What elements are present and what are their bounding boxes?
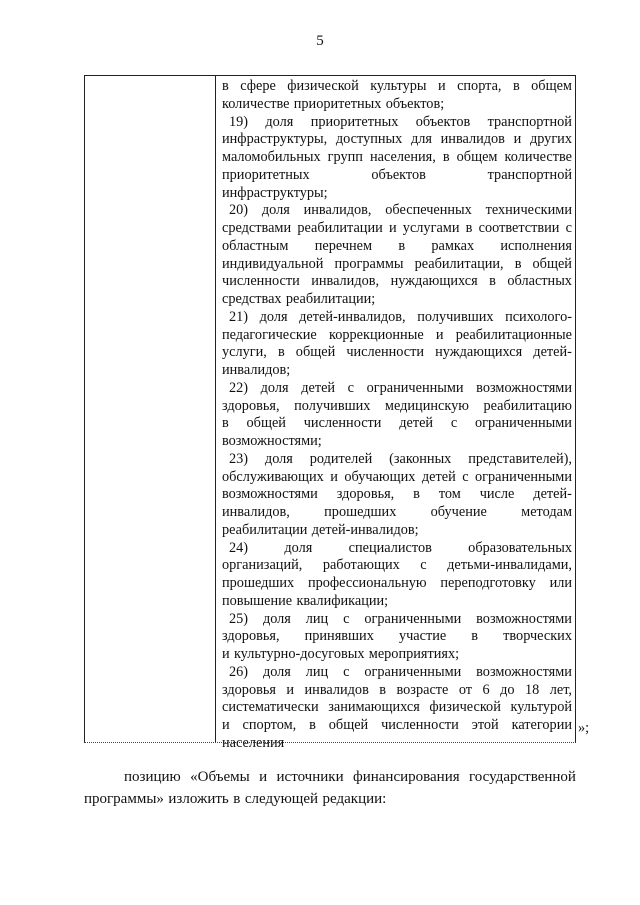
word: доля bbox=[262, 610, 291, 627]
word: творческих bbox=[503, 628, 572, 645]
table-text-line bbox=[222, 628, 572, 646]
table-cell-indicators-list bbox=[222, 78, 572, 753]
word: инвалидов bbox=[440, 131, 505, 148]
word: приоритетных bbox=[293, 95, 382, 112]
page-number: 5 bbox=[316, 33, 324, 49]
word: редакции: bbox=[322, 791, 387, 807]
word: в bbox=[413, 486, 420, 503]
word: исполнения bbox=[500, 237, 572, 254]
word: инвалидов bbox=[304, 681, 369, 698]
word: в bbox=[233, 791, 241, 807]
word: детей-инвалидов; bbox=[311, 521, 419, 538]
table-text-line bbox=[222, 167, 572, 185]
word: групп bbox=[327, 149, 363, 165]
word: с bbox=[565, 220, 572, 236]
word: реабилитации; bbox=[285, 291, 376, 307]
word: в bbox=[379, 681, 387, 698]
word: количестве bbox=[504, 149, 572, 165]
amendment-paragraph bbox=[84, 766, 576, 810]
table-text-line bbox=[222, 469, 572, 487]
table-text-line bbox=[222, 415, 572, 433]
word: детей- bbox=[533, 486, 572, 503]
word: том bbox=[438, 486, 461, 503]
word: ограниченными bbox=[364, 663, 462, 680]
word: позицию bbox=[124, 769, 181, 785]
word: и bbox=[286, 681, 295, 698]
word: и bbox=[435, 326, 444, 343]
word: объектов; bbox=[385, 95, 445, 112]
word: здоровья, bbox=[222, 397, 280, 414]
word: ограниченными bbox=[475, 468, 572, 485]
word: общей bbox=[532, 255, 572, 272]
word: сфере bbox=[240, 78, 276, 94]
word: числе bbox=[479, 486, 515, 503]
table-text-line bbox=[222, 540, 572, 558]
word: реабилитации, bbox=[414, 255, 504, 272]
word: изложить bbox=[168, 791, 229, 807]
table-text-line bbox=[222, 220, 572, 238]
word: 20) bbox=[229, 202, 249, 219]
table-text-line bbox=[222, 398, 572, 416]
word: государственной bbox=[469, 769, 576, 785]
word: других bbox=[529, 131, 572, 148]
word: общей bbox=[295, 344, 336, 361]
word: 25) bbox=[229, 610, 249, 627]
table-text-line bbox=[222, 735, 572, 753]
word: принявших bbox=[304, 628, 374, 645]
word: количестве bbox=[222, 95, 290, 112]
table-text-line bbox=[222, 185, 572, 203]
word: возможностями bbox=[222, 486, 318, 503]
table-text-line bbox=[222, 593, 572, 611]
paragraph-text-line bbox=[84, 788, 576, 810]
table-text-line bbox=[222, 504, 572, 522]
word: физической bbox=[429, 699, 501, 716]
table-text-line bbox=[222, 96, 572, 114]
word: инвалидов, bbox=[222, 504, 290, 520]
word: общем bbox=[456, 149, 498, 165]
word: лиц bbox=[305, 610, 329, 627]
word: рамках bbox=[431, 237, 475, 254]
word: прошедших bbox=[222, 575, 295, 591]
word: программы bbox=[334, 255, 404, 272]
table-text-line bbox=[222, 362, 572, 380]
word: детьми-инвалидами, bbox=[447, 557, 572, 574]
word: доля bbox=[259, 308, 288, 325]
word: в bbox=[277, 344, 285, 361]
word: участие bbox=[398, 628, 447, 645]
word: реабилитации bbox=[222, 521, 308, 538]
word: детей-инвалидов, bbox=[299, 308, 406, 325]
table-text-line bbox=[222, 451, 572, 469]
word: ограниченными bbox=[474, 415, 572, 432]
word: областных bbox=[507, 273, 572, 290]
paragraph-text-line bbox=[84, 766, 576, 788]
closing-quote: »; bbox=[578, 720, 590, 736]
table-text-line bbox=[222, 486, 572, 504]
table-text-line bbox=[222, 78, 572, 96]
word: инвалидов; bbox=[222, 362, 291, 378]
word: программы» bbox=[84, 791, 164, 807]
word: образовательных bbox=[468, 539, 572, 556]
word: детей bbox=[301, 379, 336, 396]
word: численности bbox=[381, 717, 459, 733]
word: культурой bbox=[510, 699, 572, 716]
word: повышение bbox=[222, 592, 293, 609]
word: и bbox=[259, 769, 268, 785]
word: и bbox=[222, 646, 230, 662]
word: численности bbox=[346, 344, 425, 361]
indicators-table bbox=[84, 75, 576, 751]
word: мероприятиях; bbox=[368, 646, 460, 662]
word: обучающих bbox=[344, 468, 416, 485]
word: в bbox=[471, 628, 479, 645]
word: возможностями; bbox=[222, 433, 322, 449]
word: и bbox=[388, 220, 397, 236]
word: специалистов bbox=[348, 539, 432, 556]
word: в bbox=[222, 78, 229, 94]
word: 24) bbox=[229, 539, 249, 556]
table-text-line bbox=[222, 699, 572, 717]
word: коррекционные bbox=[329, 326, 424, 343]
table-text-line bbox=[222, 114, 572, 132]
word: доступных bbox=[335, 131, 403, 148]
word: возможностями bbox=[476, 663, 572, 680]
word: ограниченными bbox=[364, 610, 462, 627]
word: транспортной bbox=[487, 166, 572, 183]
word: переподготовку bbox=[440, 575, 536, 591]
word: обучение bbox=[430, 504, 487, 520]
word: в bbox=[489, 273, 496, 290]
word: в bbox=[442, 149, 450, 165]
word: физической bbox=[287, 78, 359, 94]
table-text-line bbox=[222, 238, 572, 256]
word: перечнем bbox=[314, 237, 373, 254]
word: областным bbox=[222, 237, 289, 254]
word: с bbox=[462, 468, 469, 485]
word: спорта, bbox=[457, 78, 502, 94]
table-text-line bbox=[222, 327, 572, 345]
word: лиц bbox=[305, 663, 329, 680]
word: и bbox=[513, 131, 522, 148]
word: доля bbox=[284, 539, 313, 556]
word: лет, bbox=[549, 681, 572, 698]
word: 23) bbox=[229, 450, 249, 467]
table-text-line bbox=[222, 273, 572, 291]
word: в bbox=[465, 220, 473, 236]
table-text-line bbox=[222, 682, 572, 700]
word: родителей bbox=[309, 450, 373, 467]
word: здоровья bbox=[222, 681, 276, 698]
table-text-line bbox=[222, 575, 572, 593]
word: культурно-досуговых bbox=[233, 646, 365, 662]
word: 19) bbox=[229, 113, 249, 130]
table-text-line bbox=[222, 202, 572, 220]
word: обслуживающих bbox=[222, 468, 324, 485]
word: детей- bbox=[533, 344, 572, 361]
word: получивших bbox=[294, 397, 371, 414]
word: источники bbox=[276, 769, 344, 785]
word: до bbox=[500, 681, 515, 698]
word: реабилитационные bbox=[455, 326, 572, 343]
word: ограниченными bbox=[366, 379, 464, 396]
word: профессиональную bbox=[307, 575, 427, 591]
word: инвалидов, bbox=[303, 202, 372, 219]
word: обеспеченных bbox=[385, 202, 472, 219]
word: этой bbox=[471, 717, 499, 733]
word: реабилитацию bbox=[483, 397, 572, 414]
word: общей bbox=[328, 717, 369, 733]
table-text-line bbox=[222, 344, 572, 362]
word: численности bbox=[303, 415, 382, 432]
word: 26) bbox=[229, 663, 249, 680]
table-text-line bbox=[222, 291, 572, 309]
word: возможностями bbox=[476, 610, 572, 627]
word: населения, bbox=[370, 149, 436, 165]
word: и bbox=[330, 468, 338, 485]
word: 21) bbox=[229, 308, 249, 325]
word: медицинскую bbox=[384, 397, 469, 414]
word: нуждающихся bbox=[435, 344, 523, 361]
table-text-line bbox=[222, 522, 572, 540]
word: 18 bbox=[525, 681, 540, 698]
word: инвалидов, bbox=[311, 273, 380, 290]
word: транспортной bbox=[487, 113, 572, 130]
word: для bbox=[410, 131, 432, 148]
word: инфраструктуры; bbox=[222, 184, 328, 201]
word: квалификации; bbox=[296, 592, 389, 609]
word: доля bbox=[261, 202, 290, 219]
table-text-line bbox=[222, 611, 572, 629]
word: с bbox=[450, 415, 458, 432]
word: маломобильных bbox=[222, 149, 321, 165]
word: 22) bbox=[229, 379, 249, 396]
word: инфраструктуры, bbox=[222, 131, 328, 148]
word: услуги, bbox=[222, 344, 267, 361]
table-text-line bbox=[222, 557, 572, 575]
word: возможностями bbox=[476, 379, 572, 396]
word: в bbox=[512, 78, 520, 94]
word: спортом, bbox=[242, 717, 297, 733]
table-text-line bbox=[222, 664, 572, 682]
word: нуждающихся bbox=[390, 273, 478, 290]
word: следующей bbox=[244, 791, 319, 807]
word: соответствии bbox=[478, 220, 560, 236]
word: (законных bbox=[389, 450, 452, 467]
word: реабилитации bbox=[297, 220, 383, 236]
table-text-line bbox=[222, 149, 572, 167]
word: доля bbox=[265, 113, 294, 130]
table-text-line bbox=[222, 380, 572, 398]
word: категории bbox=[511, 717, 572, 733]
word: техническими bbox=[485, 202, 572, 219]
table-text-line bbox=[222, 309, 572, 327]
word: численности bbox=[222, 273, 300, 290]
word: получивших bbox=[417, 308, 494, 325]
word: приоритетных bbox=[222, 166, 310, 183]
word: от bbox=[458, 681, 473, 698]
table-text-line bbox=[222, 646, 572, 664]
word: детей bbox=[399, 415, 434, 432]
table-text-line bbox=[222, 256, 572, 274]
word: общем bbox=[531, 78, 572, 94]
table-text-line bbox=[222, 717, 572, 735]
word: в bbox=[398, 237, 406, 254]
word: в bbox=[309, 717, 316, 733]
word: методам bbox=[521, 504, 572, 520]
word: систематически bbox=[222, 699, 319, 716]
word: с bbox=[347, 379, 355, 396]
word: культуры bbox=[370, 78, 427, 94]
word: с bbox=[420, 557, 427, 574]
word: и bbox=[222, 717, 230, 733]
word: финансирования bbox=[353, 769, 460, 785]
word: приоритетных bbox=[310, 113, 399, 130]
table-text-line bbox=[222, 433, 572, 451]
word: детей bbox=[421, 468, 456, 485]
table-text-line bbox=[222, 131, 572, 149]
word: средствами bbox=[222, 220, 292, 236]
word: 6 bbox=[482, 681, 490, 698]
word: доля bbox=[264, 450, 293, 467]
word: объектов bbox=[415, 113, 471, 130]
word: в bbox=[222, 415, 229, 432]
word: здоровья, bbox=[336, 486, 395, 503]
table-column-divider bbox=[215, 76, 216, 742]
word: занимающихся bbox=[328, 699, 420, 716]
word: и bbox=[437, 78, 446, 94]
word: прошедших bbox=[324, 504, 397, 520]
word: «Объемы bbox=[190, 769, 250, 785]
word: психолого- bbox=[505, 308, 572, 325]
word: доля bbox=[260, 379, 289, 396]
word: педагогические bbox=[222, 326, 317, 343]
word: или bbox=[549, 575, 572, 591]
word: населения bbox=[222, 734, 285, 751]
word: с bbox=[343, 610, 350, 627]
word: услугами bbox=[402, 220, 460, 236]
word: в bbox=[514, 255, 522, 272]
word: представителей), bbox=[468, 450, 572, 467]
word: работающих bbox=[322, 557, 400, 574]
word: объектов bbox=[371, 166, 426, 183]
word: здоровья, bbox=[222, 628, 280, 645]
word: индивидуальной bbox=[222, 255, 324, 272]
word: с bbox=[343, 663, 350, 680]
word: средствах bbox=[222, 291, 282, 307]
word: возрасте bbox=[396, 681, 449, 698]
word: доля bbox=[262, 663, 291, 680]
word: общей bbox=[246, 415, 286, 432]
word: организаций, bbox=[222, 557, 303, 574]
